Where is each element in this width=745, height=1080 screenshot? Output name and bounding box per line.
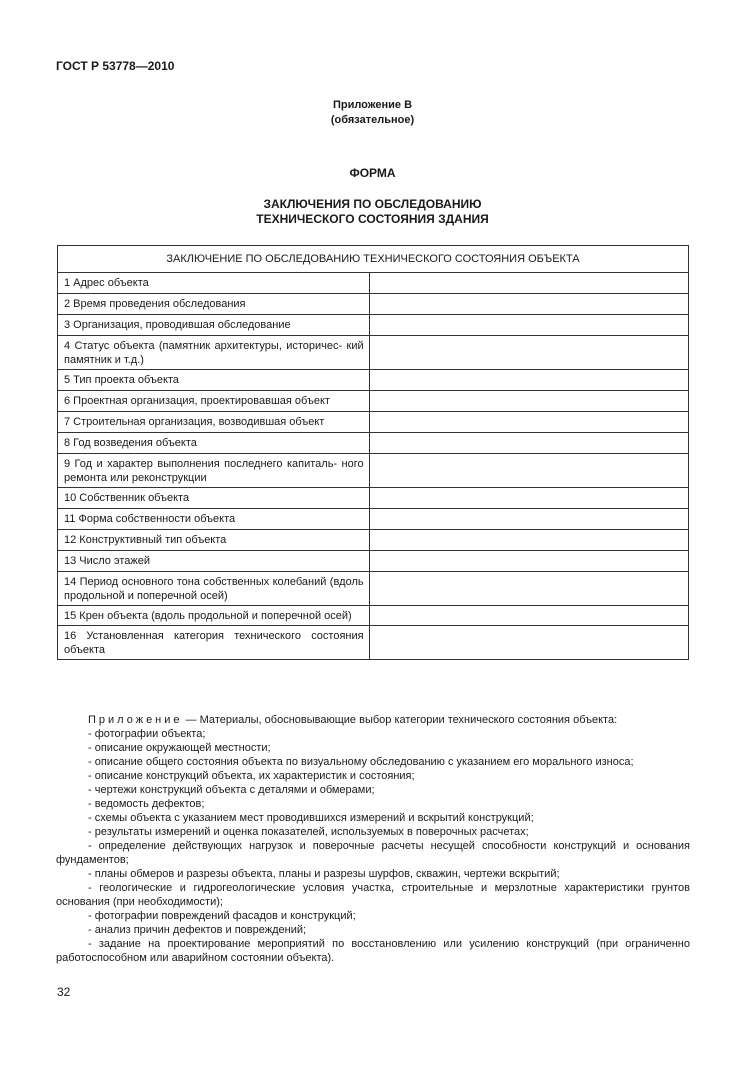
row-value-cell[interactable] — [369, 273, 688, 294]
row-value-cell[interactable] — [369, 572, 688, 606]
table-row — [58, 336, 689, 370]
table-row — [58, 370, 689, 391]
table-row — [58, 606, 689, 626]
row-value-cell[interactable] — [369, 530, 688, 551]
notes-lead-word: Приложение — [88, 714, 183, 726]
list-item: - анализ причин дефектов и повреждений; — [88, 924, 307, 936]
form-subtitle — [0, 197, 745, 227]
form-subtitle-line1: ЗАКЛЮЧЕНИЯ ПО ОБСЛЕДОВАНИЮ — [263, 197, 482, 211]
row-label: 16 Установленная категория технического состояния объекта — [58, 626, 370, 660]
list-item: - фотографии объекта; — [88, 728, 206, 740]
table-row — [58, 454, 689, 488]
row-label: 12 Конструктивный тип объекта — [58, 530, 370, 551]
form-subtitle-line2: ТЕХНИЧЕСКОГО СОСТОЯНИЯ ЗДАНИЯ — [256, 212, 489, 226]
row-value-cell[interactable] — [369, 488, 688, 509]
list-item: - чертежи конструкций объекта с деталями и обмерами; — [88, 784, 375, 796]
row-label: 11 Форма собственности объекта — [58, 509, 370, 530]
table-row — [58, 315, 689, 336]
table-row — [58, 391, 689, 412]
list-item: - результаты измерений и оценка показателей, используемых в поверочных расчетах; — [88, 826, 529, 838]
row-label: 6 Проектная организация, проектировавшая объект — [58, 391, 370, 412]
list-item: - фотографии повреждений фасадов и конструкций; — [88, 910, 356, 922]
annex-notes — [56, 713, 690, 965]
list-item: - геологические и гидрогеологические условия участка, строительные и мерзлотные характеристики грунтов основания (при необходимости); — [56, 882, 690, 908]
list-item: - ведомость дефектов; — [88, 798, 205, 810]
table-row — [58, 412, 689, 433]
annex-title: Приложение В — [332, 99, 413, 111]
table-row — [58, 294, 689, 315]
table-row — [58, 626, 689, 660]
page-number: 32 — [57, 985, 71, 999]
table-row — [58, 273, 689, 294]
row-label: 4 Статус объекта (памятник архитектуры, историчес- кий памятник и т.д.) — [58, 336, 370, 370]
table-row — [58, 572, 689, 606]
list-item: - описание конструкций объекта, их характеристик и состояния; — [88, 770, 415, 782]
list-item: - планы обмеров и разрезы объекта, планы и разрезы шурфов, скважин, чертежи вскрытий; — [88, 868, 560, 880]
list-item: - описание окружающей местности; — [88, 742, 271, 754]
table-header: ЗАКЛЮЧЕНИЕ ПО ОБСЛЕДОВАНИЮ ТЕХНИЧЕСКОГО СОСТОЯНИЯ ОБЪЕКТА — [58, 246, 689, 273]
notes-lead — [56, 713, 690, 727]
notes-lead-text: — Материалы, обосновывающие выбор категории технического состояния объекта: — [185, 714, 618, 726]
report-form-table — [57, 245, 689, 660]
table-row — [58, 551, 689, 572]
row-value-cell[interactable] — [369, 551, 688, 572]
row-label: 5 Тип проекта объекта — [58, 370, 370, 391]
annex-status: (обязательное) — [330, 114, 415, 126]
table-row — [58, 530, 689, 551]
annex-heading — [0, 98, 745, 128]
table-row — [58, 509, 689, 530]
row-value-cell[interactable] — [369, 454, 688, 488]
list-item: - задание на проектирование мероприятий по восстановлению или усилению конструкций (при ограниченно работоспособном или аварийном состоянии объекта). — [56, 938, 690, 964]
row-value-cell[interactable] — [369, 509, 688, 530]
row-value-cell[interactable] — [369, 606, 688, 626]
row-label: 1 Адрес объекта — [58, 273, 370, 294]
list-item: - схемы объекта с указанием мест проводившихся измерений и вскрытий конструкций; — [88, 812, 534, 824]
row-value-cell[interactable] — [369, 412, 688, 433]
row-label: 3 Организация, проводившая обследование — [58, 315, 370, 336]
row-value-cell[interactable] — [369, 626, 688, 660]
row-label: 13 Число этажей — [58, 551, 370, 572]
list-item: - определение действующих нагрузок и поверочные расчеты несущей способности конструкций и основания фундаментов; — [56, 840, 690, 866]
row-label: 2 Время проведения обследования — [58, 294, 370, 315]
row-label: 15 Крен объекта (вдоль продольной и поперечной осей) — [58, 606, 370, 626]
row-label: 8 Год возведения объекта — [58, 433, 370, 454]
row-value-cell[interactable] — [369, 391, 688, 412]
row-label: 10 Собственник объекта — [58, 488, 370, 509]
row-label: 7 Строительная организация, возводившая объект — [58, 412, 370, 433]
row-label: 14 Период основного тона собственных колебаний (вдоль продольной и поперечной осей) — [58, 572, 370, 606]
table-row — [58, 488, 689, 509]
row-value-cell[interactable] — [369, 370, 688, 391]
row-value-cell[interactable] — [369, 315, 688, 336]
table-row — [58, 433, 689, 454]
row-value-cell[interactable] — [369, 294, 688, 315]
row-label: 9 Год и характер выполнения последнего капиталь- ного ремонта или реконструкции — [58, 454, 370, 488]
list-item: - описание общего состояния объекта по визуальному обследованию с указанием его морального износа; — [88, 756, 634, 768]
standard-code: ГОСТ Р 53778—2010 — [56, 59, 175, 73]
row-value-cell[interactable] — [369, 433, 688, 454]
row-value-cell[interactable] — [369, 336, 688, 370]
form-title: ФОРМА — [349, 166, 396, 180]
